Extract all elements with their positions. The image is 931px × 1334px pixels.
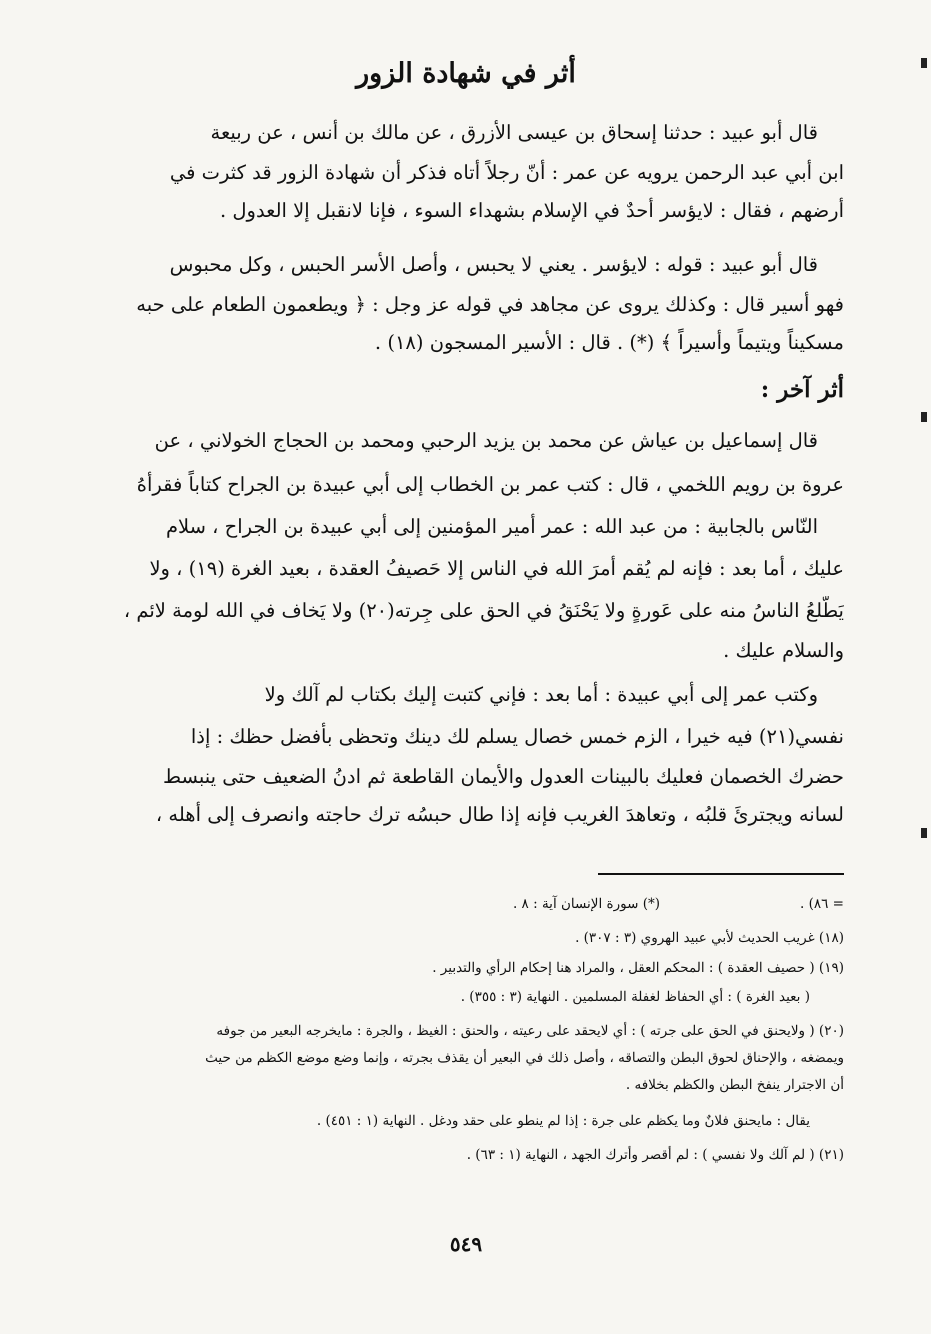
- footnote-20-cont: يقال : مايحنق فلانٌ وما يكظم على جرة : إذا لم ينطو على حقد ودغل . النهاية (١ : ٤٥١) .: [316, 1113, 810, 1129]
- text-line: والسلام عليك .: [723, 639, 844, 662]
- footnote-20: (٢٠) ( ولايحنق في الحق على جرته ) : أي لايحقد على رعيته ، والحنق : الغيظ ، والجرة : مايخرجه البعير من جوفه: [216, 1023, 844, 1039]
- footnote-20-cont: ويمضغه ، والإحناق لحوق البطن والتصاقه ، وأصل ذلك في البعير أن يقذف بجرته ، وإنما وضع موضع الكظم من حيث: [205, 1050, 844, 1066]
- footnote-18: (١٨) غريب الحديث لأبي عبيد الهروي (٣ : ٣٠٧) .: [575, 930, 844, 946]
- scan-edge-mark: [921, 828, 927, 838]
- text-line: قال إسماعيل بن عياش عن محمد بن يزيد الرحبي ومحمد بن الحجاج الخولاني ، عن: [154, 429, 818, 452]
- footnote-line: [88, 893, 844, 915]
- footnote-20-cont: أن الاجترار ينفخ البطن والكظم بخلافه .: [625, 1077, 844, 1093]
- scan-edge-mark: [921, 412, 927, 422]
- text-line: وكتب عمر إلى أبي عبيدة : أما بعد : فإني كتبت إليك بكتاب لم آلك ولا: [264, 683, 818, 706]
- text-line: ابن أبي عبد الرحمن يرويه عن عمر : أنّ رجلاً أتاه فذكر أن شهادة الزور قد كثرت في: [169, 161, 844, 184]
- document-page: [88, 0, 844, 1334]
- footnote-divider: [598, 873, 844, 875]
- footnote-star: (*) سورة الإنسان آية : ٨ .: [512, 896, 661, 912]
- footnote-continuation: = ٨٦) .: [800, 896, 844, 912]
- footnote-19: (١٩) ( حصيف العقدة ) : المحكم العقل ، والمراد هنا إحكام الرأي والتدبير .: [432, 960, 844, 976]
- page-title: أثر في شهادة الزور: [356, 58, 576, 89]
- text-line: أرضهم ، فقال : لايؤسر أحدٌ في الإسلام بشهداء السوء ، فإنا لانقبل إلا العدول .: [219, 199, 844, 222]
- scan-edge-mark: [921, 58, 927, 68]
- text-line: يَطّلعُ الناسُ منه على عَورةٍ ولا يَحْنَقُ في الحق على جِرته(٢٠) ولا يَخاف في الله لومة لائم ،: [123, 599, 844, 622]
- page-number: ٥٤٩: [449, 1232, 483, 1256]
- text-line: مسكيناً ويتيماً وأسيراً ﴾ (*) . قال : الأسير المسجون (١٨) .: [374, 331, 844, 354]
- text-line: النّاس بالجابية : من عبد الله : عمر أمير المؤمنين إلى أبي عبيدة بن الجراح ، سلام: [165, 515, 818, 538]
- text-line: قال أبو عبيد : حدثنا إسحاق بن عيسى الأزرق ، عن مالك بن أنس ، عن ربيعة: [210, 121, 818, 144]
- text-line: قال أبو عبيد : قوله : لايؤسر . يعني لا يحبس ، وأصل الأسر الحبس ، وكل محبوس: [169, 253, 818, 276]
- text-line: نفسي(٢١) فيه خيرا ، الزم خمس خصال يسلم لك دينك وتحظى بأفضل حظك : إذا: [190, 725, 844, 748]
- footnote-21: (٢١) ( لم آلك ولا نفسي ) : لم أقصر وأترك الجهد ، النهاية (١ : ٦٣) .: [466, 1147, 844, 1163]
- text-line: لسانه ويجترئَ قلبُه ، وتعاهدَ الغريب فإنه إذا طال حبسُه ترك حاجته وانصرف إلى أهله ،: [155, 803, 844, 826]
- footnote-19-cont: ( بعيد الغرة ) : أي الحفاظ لغفلة المسلمين . النهاية (٣ : ٣٥٥) .: [460, 989, 810, 1005]
- text-line: عروة بن رويم اللخمي ، قال : كتب عمر بن الخطاب إلى أبي عبيدة بن الجراح كتاباً فقرأهُ: [136, 473, 844, 496]
- text-line: حضرك الخصمان فعليك بالبينات العدول والأيمان القاطعة ثم ادنُ الضعيف حتى ينبسط: [162, 765, 844, 788]
- section-heading: أثر آخر :: [760, 376, 844, 403]
- text-line: عليك ، أما بعد : فإنه لم يُقم أمرَ الله في الناس إلا حَصيفُ العقدة ، بعيد الغرة (١٩) ، ولا: [149, 557, 844, 580]
- text-line: فهو أسير قال : وكذلك يروى عن مجاهد في قوله عز وجل : ﴿ ويطعمون الطعام على حبه: [136, 293, 844, 316]
